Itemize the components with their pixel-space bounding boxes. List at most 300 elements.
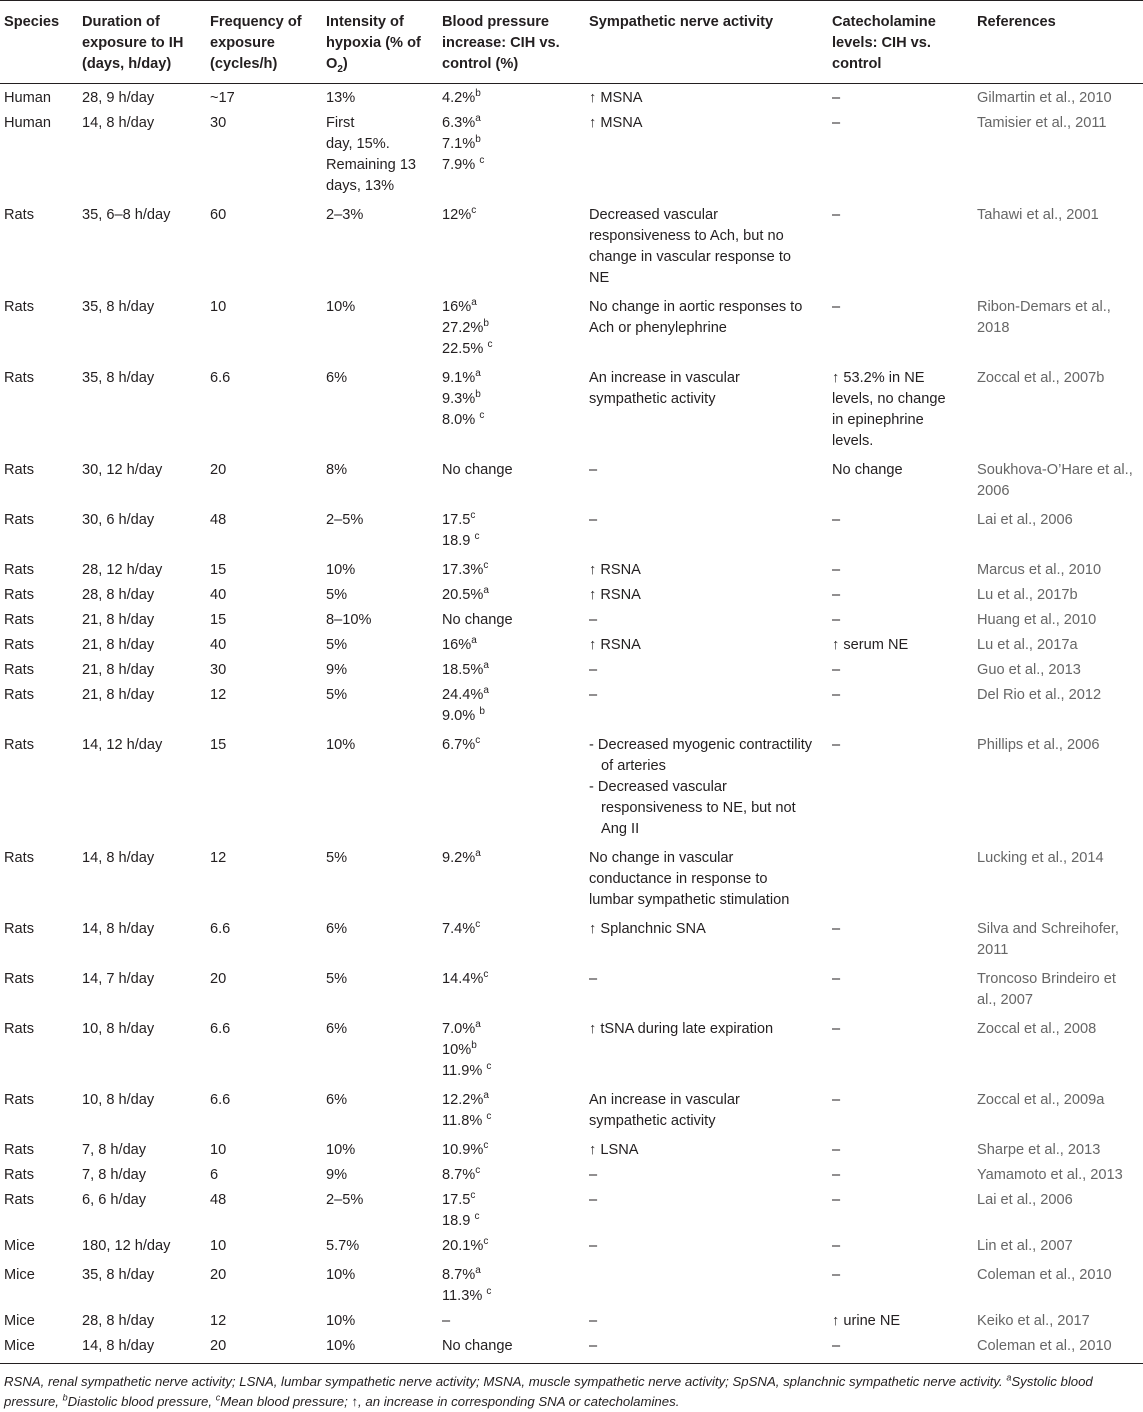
bp-value bbox=[442, 1236, 581, 1257]
bp-value bbox=[442, 735, 581, 756]
bp-footnote-marker: a bbox=[475, 113, 481, 125]
cell-sna bbox=[585, 656, 828, 681]
intensity-line: 8% bbox=[326, 462, 348, 478]
bp-number: 27.2% bbox=[442, 320, 484, 336]
cell-catecholamine bbox=[828, 109, 973, 201]
bp-number: No change bbox=[442, 612, 513, 628]
bp-number: 7.1% bbox=[442, 136, 476, 152]
header-frequency: Frequency of exposure (cycles/h) bbox=[206, 1, 322, 84]
cell-catecholamine bbox=[828, 456, 973, 506]
cell-species: Rats bbox=[4, 299, 35, 315]
cell-bp bbox=[438, 631, 585, 656]
cell-frequency: 6.6 bbox=[210, 1021, 231, 1037]
cell-frequency: 10 bbox=[210, 1238, 227, 1254]
cell-reference: Zoccal et al., 2008 bbox=[977, 1021, 1097, 1037]
bp-number: 8.0% bbox=[442, 412, 480, 428]
cell-catecholamine bbox=[828, 364, 973, 456]
bp-footnote-marker: c bbox=[486, 1111, 492, 1123]
intensity-line: 2–3% bbox=[326, 207, 364, 223]
cell-species: Rats bbox=[4, 207, 35, 223]
table-row bbox=[0, 681, 1143, 731]
catecholamine-line: – bbox=[832, 90, 841, 106]
cell-reference: Lin et al., 2007 bbox=[977, 1238, 1073, 1254]
header-intensity-sub: 2 bbox=[337, 63, 343, 75]
cell-sna bbox=[585, 201, 828, 293]
cell-frequency: 40 bbox=[210, 637, 227, 653]
sna-line: – bbox=[589, 462, 598, 478]
footnote-text: RSNA, renal sympathetic nerve activity; LSNA, lumbar sympathetic nerve activity; MSNA, muscle sympathetic nerve activity; SpSNA, splanchnic sympathetic nerve activity. bbox=[4, 1374, 1007, 1389]
cell-bp bbox=[438, 1332, 585, 1364]
sna-list-text: contractility of arteries bbox=[601, 737, 813, 774]
cell-bp bbox=[438, 1261, 585, 1307]
bp-footnote-marker: a bbox=[483, 1090, 489, 1102]
cell-bp bbox=[438, 731, 585, 844]
cell-intensity bbox=[322, 844, 438, 915]
intensity-line: 9% bbox=[326, 1167, 348, 1183]
cell-sna bbox=[585, 1307, 828, 1332]
cell-duration: 28, 9 h/day bbox=[82, 90, 155, 106]
bp-footnote-marker: c bbox=[483, 560, 489, 572]
cell-duration: 21, 8 h/day bbox=[82, 612, 155, 628]
cell-species: Rats bbox=[4, 1167, 35, 1183]
sna-line: ↑ RSNA bbox=[589, 637, 641, 653]
cell-reference: Del Rio et al., 2012 bbox=[977, 687, 1102, 703]
cell-sna bbox=[585, 631, 828, 656]
sna-list-text: responsiveness to NE, but not bbox=[601, 800, 796, 816]
cell-species: Rats bbox=[4, 662, 35, 678]
intensity-line: 8–10% bbox=[326, 612, 372, 628]
cell-bp bbox=[438, 556, 585, 581]
cell-sna bbox=[585, 109, 828, 201]
cell-duration: 28, 8 h/day bbox=[82, 1313, 155, 1329]
intensity-line: 6% bbox=[326, 370, 348, 386]
cell-catecholamine bbox=[828, 915, 973, 965]
bp-number: 9.2% bbox=[442, 850, 476, 866]
cell-reference: Zoccal et al., 2009a bbox=[977, 1092, 1105, 1108]
bp-footnote-marker: c bbox=[487, 339, 493, 351]
cell-intensity bbox=[322, 1015, 438, 1086]
cell-catecholamine bbox=[828, 731, 973, 844]
header-references: References bbox=[973, 1, 1143, 84]
bp-value bbox=[442, 1311, 581, 1332]
table-row bbox=[0, 1307, 1143, 1332]
cell-frequency: 6 bbox=[210, 1167, 219, 1183]
table-row bbox=[0, 1232, 1143, 1261]
intensity-line: 5% bbox=[326, 637, 348, 653]
cell-bp bbox=[438, 965, 585, 1015]
cell-species: Human bbox=[4, 90, 52, 106]
cell-duration: 14, 8 h/day bbox=[82, 115, 155, 131]
cell-species: Rats bbox=[4, 370, 35, 386]
bp-footnote-marker: a bbox=[483, 685, 489, 697]
cell-catecholamine bbox=[828, 1086, 973, 1136]
bp-value bbox=[442, 389, 581, 410]
intensity-line: 13% bbox=[326, 90, 356, 106]
sna-line: ↑ RSNA bbox=[589, 562, 641, 578]
cell-frequency: 10 bbox=[210, 1142, 227, 1158]
footnote-sup-c: c bbox=[215, 1392, 221, 1403]
header-bp: Blood pressure increase: CIH vs. control (%) bbox=[438, 1, 585, 84]
cell-duration: 7, 8 h/day bbox=[82, 1167, 147, 1183]
table-row bbox=[0, 1186, 1143, 1232]
cell-bp bbox=[438, 844, 585, 915]
cell-intensity bbox=[322, 84, 438, 110]
bp-footnote-marker: c bbox=[475, 919, 481, 931]
bp-number: 9.1% bbox=[442, 370, 476, 386]
bp-value bbox=[442, 1140, 581, 1161]
cell-sna bbox=[585, 1086, 828, 1136]
intensity-line: 6% bbox=[326, 1092, 348, 1108]
bp-number: 24.4% bbox=[442, 687, 484, 703]
bp-footnote-marker: a bbox=[471, 297, 477, 309]
cell-intensity bbox=[322, 364, 438, 456]
bp-number: 14.4% bbox=[442, 971, 484, 987]
cell-bp bbox=[438, 456, 585, 506]
intensity-line: 6% bbox=[326, 921, 348, 937]
footnote-b-text: Diastolic blood pressure, bbox=[67, 1394, 216, 1409]
bp-footnote-marker: c bbox=[471, 205, 477, 217]
cell-catecholamine bbox=[828, 1186, 973, 1232]
cell-sna bbox=[585, 915, 828, 965]
cell-bp bbox=[438, 506, 585, 556]
catecholamine-line: ↑ serum NE bbox=[832, 637, 909, 653]
bp-value bbox=[442, 460, 581, 481]
cell-intensity bbox=[322, 1332, 438, 1364]
bp-footnote-marker: b bbox=[475, 389, 481, 401]
header-sna: Sympathetic nerve activity bbox=[585, 1, 828, 84]
bp-value bbox=[442, 297, 581, 318]
cell-frequency: 20 bbox=[210, 462, 227, 478]
cell-reference: Guo et al., 2013 bbox=[977, 662, 1081, 678]
bp-footnote-marker: a bbox=[475, 848, 481, 860]
bp-number: 11.3% bbox=[442, 1288, 487, 1304]
cell-sna bbox=[585, 965, 828, 1015]
cell-sna bbox=[585, 581, 828, 606]
bp-value bbox=[442, 1090, 581, 1111]
bp-value bbox=[442, 848, 581, 869]
bp-number: 20.5% bbox=[442, 587, 484, 603]
cell-reference: Lu et al., 2017b bbox=[977, 587, 1078, 603]
bp-number: 12% bbox=[442, 207, 472, 223]
cell-reference: Coleman et al., 2010 bbox=[977, 1267, 1112, 1283]
sna-line: change in vascular response to bbox=[589, 249, 792, 265]
cell-intensity bbox=[322, 631, 438, 656]
bp-value bbox=[442, 585, 581, 606]
sna-line: – bbox=[589, 612, 598, 628]
bp-value bbox=[442, 919, 581, 940]
bp-number: 8.7% bbox=[442, 1267, 476, 1283]
cell-bp bbox=[438, 293, 585, 364]
table-row bbox=[0, 915, 1143, 965]
catecholamine-line: No change bbox=[832, 462, 903, 478]
intensity-line: 5% bbox=[326, 971, 348, 987]
table-row bbox=[0, 293, 1143, 364]
bp-value bbox=[442, 1336, 581, 1357]
sna-line: ↑ tSNA during late expiration bbox=[589, 1021, 774, 1037]
bp-number: 6.3% bbox=[442, 115, 476, 131]
sna-line: – bbox=[589, 1238, 598, 1254]
cell-sna bbox=[585, 1332, 828, 1364]
bp-footnote-marker: c bbox=[475, 1165, 481, 1177]
cell-catecholamine bbox=[828, 201, 973, 293]
catecholamine-line: – bbox=[832, 1021, 841, 1037]
cell-bp bbox=[438, 109, 585, 201]
table-row bbox=[0, 1015, 1143, 1086]
cell-catecholamine bbox=[828, 1307, 973, 1332]
bp-number: 7.9% bbox=[442, 157, 480, 173]
table-row bbox=[0, 606, 1143, 631]
sna-line: Ach or phenylephrine bbox=[589, 320, 727, 336]
cell-frequency: 6.6 bbox=[210, 921, 231, 937]
catecholamine-line: ↑ urine NE bbox=[832, 1313, 901, 1329]
intensity-line: 5% bbox=[326, 687, 348, 703]
bp-value bbox=[442, 155, 581, 176]
catecholamine-line: – bbox=[832, 612, 841, 628]
intensity-line: 10% bbox=[326, 299, 356, 315]
cell-intensity bbox=[322, 1307, 438, 1332]
sna-line: No change in aortic responses to bbox=[589, 299, 803, 315]
cell-intensity bbox=[322, 915, 438, 965]
table-row bbox=[0, 109, 1143, 201]
bp-number: 18.9 bbox=[442, 1213, 475, 1229]
cell-frequency: 10 bbox=[210, 299, 227, 315]
table-row bbox=[0, 731, 1143, 844]
cell-reference: Lai et al., 2006 bbox=[977, 512, 1073, 528]
bp-value bbox=[442, 1019, 581, 1040]
footnote-sup-b: b bbox=[62, 1392, 68, 1403]
cell-reference: Troncoso Brindeiro et al., 2007 bbox=[977, 971, 1116, 1008]
header-catecholamine: Catecholamine levels: CIH vs. control bbox=[828, 1, 973, 84]
cell-bp bbox=[438, 1161, 585, 1186]
sna-line: ↑ LSNA bbox=[589, 1142, 639, 1158]
cell-frequency: 6.6 bbox=[210, 1092, 231, 1108]
intensity-line: Remaining 13 bbox=[326, 157, 417, 173]
cell-duration: 14, 8 h/day bbox=[82, 850, 155, 866]
bp-value bbox=[442, 339, 581, 360]
cell-duration: 28, 12 h/day bbox=[82, 562, 163, 578]
cell-frequency: 15 bbox=[210, 737, 227, 753]
bp-footnote-marker: c bbox=[474, 1211, 480, 1223]
cell-sna bbox=[585, 1232, 828, 1261]
cell-reference: Sharpe et al., 2013 bbox=[977, 1142, 1101, 1158]
cell-sna bbox=[585, 364, 828, 456]
bp-footnote-marker: c bbox=[479, 155, 485, 167]
cell-bp bbox=[438, 84, 585, 110]
bp-number: 9.3% bbox=[442, 391, 476, 407]
cell-intensity bbox=[322, 606, 438, 631]
bp-value bbox=[442, 560, 581, 581]
cell-duration: 21, 8 h/day bbox=[82, 662, 155, 678]
cell-frequency: 48 bbox=[210, 1192, 227, 1208]
cell-duration: 7, 8 h/day bbox=[82, 1142, 147, 1158]
catecholamine-line: – bbox=[832, 562, 841, 578]
cell-catecholamine bbox=[828, 1332, 973, 1364]
cell-duration: 10, 8 h/day bbox=[82, 1092, 155, 1108]
bp-footnote-marker: c bbox=[479, 410, 485, 422]
catecholamine-line: – bbox=[832, 1167, 841, 1183]
cell-reference: Keiko et al., 2017 bbox=[977, 1313, 1090, 1329]
cell-catecholamine bbox=[828, 656, 973, 681]
sna-line: No change in vascular bbox=[589, 850, 734, 866]
list-dash: - bbox=[589, 779, 598, 795]
cell-frequency: 20 bbox=[206, 1332, 322, 1364]
catecholamine-line: – bbox=[832, 512, 841, 528]
bp-number: 18.9 bbox=[442, 533, 475, 549]
cell-bp bbox=[438, 1186, 585, 1232]
cell-frequency: 12 bbox=[210, 687, 227, 703]
bp-number: 12.2% bbox=[442, 1092, 484, 1108]
table-row bbox=[0, 556, 1143, 581]
table-row bbox=[0, 201, 1143, 293]
intensity-line: 10% bbox=[326, 1338, 356, 1354]
cell-species: Mice bbox=[4, 1267, 35, 1283]
catecholamine-line: – bbox=[832, 207, 841, 223]
cell-duration: 30, 6 h/day bbox=[82, 512, 155, 528]
bp-value bbox=[442, 1061, 581, 1082]
cell-species: Mice bbox=[4, 1238, 35, 1254]
cell-reference: Lucking et al., 2014 bbox=[977, 850, 1104, 866]
cell-species: Rats bbox=[4, 1092, 35, 1108]
sna-line: lumbar sympathetic stimulation bbox=[589, 892, 790, 908]
cell-bp bbox=[438, 1015, 585, 1086]
cell-sna bbox=[585, 1015, 828, 1086]
bp-number: 11.8% bbox=[442, 1113, 487, 1129]
cell-species: Rats bbox=[4, 1192, 35, 1208]
sna-list-text: Decreased vascular bbox=[597, 779, 727, 795]
sna-list-text: Ang II bbox=[601, 821, 640, 837]
cell-species: Rats bbox=[4, 737, 35, 753]
bp-value bbox=[442, 113, 581, 134]
bp-footnote-marker: b bbox=[475, 134, 481, 146]
list-dash: - bbox=[589, 737, 598, 753]
header-intensity-suffix: ) bbox=[342, 56, 348, 72]
footnote-sup-a: a bbox=[1006, 1372, 1012, 1383]
bp-number: 6.7% bbox=[442, 737, 476, 753]
cell-frequency: 20 bbox=[210, 1267, 227, 1283]
sna-list-item bbox=[589, 735, 824, 777]
bp-value bbox=[442, 410, 581, 431]
intensity-line: 9% bbox=[326, 662, 348, 678]
bp-value bbox=[442, 368, 581, 389]
intensity-line: 10% bbox=[326, 1142, 356, 1158]
cell-species: Rats bbox=[4, 1142, 35, 1158]
cell-bp bbox=[438, 1086, 585, 1136]
bp-number: 7.4% bbox=[442, 921, 476, 937]
cell-duration: 6, 6 h/day bbox=[82, 1192, 147, 1208]
cell-catecholamine bbox=[828, 1015, 973, 1086]
cell-frequency: 30 bbox=[210, 115, 227, 131]
cell-duration: 14, 8 h/day bbox=[78, 1332, 206, 1364]
table-row bbox=[0, 631, 1143, 656]
table-row bbox=[0, 364, 1143, 456]
cell-duration: 35, 6–8 h/day bbox=[82, 207, 171, 223]
catecholamine-line: – bbox=[832, 921, 841, 937]
catecholamine-line: – bbox=[832, 737, 841, 753]
cell-frequency: 15 bbox=[210, 562, 227, 578]
intensity-line: 10% bbox=[326, 562, 356, 578]
cell-catecholamine bbox=[828, 1261, 973, 1307]
cell-sna bbox=[585, 84, 828, 110]
cell-species: Mice bbox=[4, 1313, 35, 1329]
cell-catecholamine bbox=[828, 631, 973, 656]
bp-value bbox=[442, 635, 581, 656]
catecholamine-line: in epinephrine bbox=[832, 412, 924, 428]
table-row bbox=[0, 1261, 1143, 1307]
table-row bbox=[0, 506, 1143, 556]
catecholamine-line: – bbox=[832, 115, 841, 131]
cell-frequency: 48 bbox=[210, 512, 227, 528]
cell-catecholamine bbox=[828, 581, 973, 606]
cell-intensity bbox=[322, 1232, 438, 1261]
bp-number: 17.5 bbox=[442, 1192, 471, 1208]
cell-bp bbox=[438, 581, 585, 606]
cell-frequency: 20 bbox=[210, 971, 227, 987]
bp-footnote-marker: c bbox=[470, 1190, 476, 1202]
cell-reference: Lu et al., 2017a bbox=[977, 637, 1078, 653]
cell-frequency: 60 bbox=[210, 207, 227, 223]
sna-line: conductance in response to bbox=[589, 871, 768, 887]
cell-bp bbox=[438, 201, 585, 293]
cell-sna bbox=[585, 556, 828, 581]
bp-value bbox=[442, 318, 581, 339]
cell-reference: Yamamoto et al., 2013 bbox=[977, 1167, 1123, 1183]
cell-catecholamine bbox=[828, 1232, 973, 1261]
intensity-line: 2–5% bbox=[326, 1192, 364, 1208]
bp-value bbox=[442, 685, 581, 706]
sna-list-text: Decreased myogenic bbox=[597, 737, 736, 753]
catecholamine-line: – bbox=[832, 1338, 841, 1354]
cell-species: Rats bbox=[4, 850, 35, 866]
cell-bp bbox=[438, 1136, 585, 1161]
cell-frequency: 12 bbox=[210, 1313, 227, 1329]
cell-catecholamine bbox=[828, 1161, 973, 1186]
header-intensity-text: Intensity of hypoxia (% of O bbox=[326, 14, 421, 72]
cell-species: Rats bbox=[4, 612, 35, 628]
bp-number: 17.3% bbox=[442, 562, 484, 578]
bp-value bbox=[442, 1040, 581, 1061]
cell-frequency: 12 bbox=[210, 850, 227, 866]
cell-duration: 35, 8 h/day bbox=[82, 370, 155, 386]
bp-value bbox=[442, 1265, 581, 1286]
table-row bbox=[0, 581, 1143, 606]
cell-sna bbox=[585, 844, 828, 915]
table-row bbox=[0, 844, 1143, 915]
bp-number: No change bbox=[442, 462, 513, 478]
sna-line: – bbox=[589, 1192, 598, 1208]
cell-species: Rats bbox=[4, 512, 35, 528]
bp-number: – bbox=[442, 1313, 451, 1329]
bp-number: 10% bbox=[442, 1042, 472, 1058]
bp-footnote-marker: c bbox=[475, 735, 481, 747]
cell-intensity bbox=[322, 506, 438, 556]
table-row bbox=[0, 965, 1143, 1015]
cell-bp bbox=[438, 915, 585, 965]
header-species: Species bbox=[0, 1, 78, 84]
sna-line: An increase in vascular bbox=[589, 370, 740, 386]
cell-frequency: 6.6 bbox=[210, 370, 231, 386]
bp-number: 9.0% bbox=[442, 708, 480, 724]
bp-footnote-marker: b bbox=[479, 706, 485, 718]
table-body bbox=[0, 84, 1143, 1364]
cell-sna bbox=[585, 1161, 828, 1186]
cell-intensity bbox=[322, 109, 438, 201]
cell-intensity bbox=[322, 1161, 438, 1186]
cell-catecholamine bbox=[828, 293, 973, 364]
cell-frequency: ~17 bbox=[210, 90, 235, 106]
cell-sna bbox=[585, 1186, 828, 1232]
bp-value bbox=[442, 1286, 581, 1307]
cell-duration: 35, 8 h/day bbox=[82, 1267, 155, 1283]
